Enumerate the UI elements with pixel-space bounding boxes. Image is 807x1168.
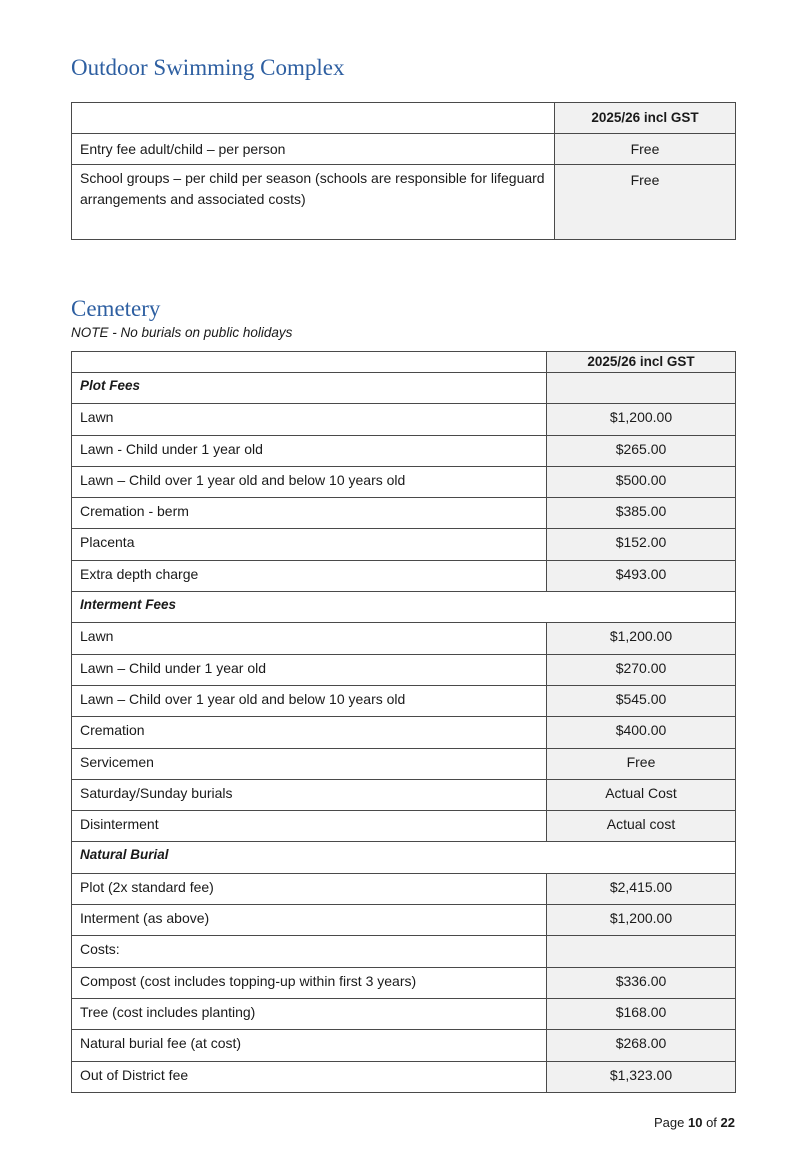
section-heading: Interment Fees	[72, 592, 736, 623]
table-row	[72, 560, 736, 591]
table-row	[72, 498, 736, 529]
fee-value: Free	[555, 134, 736, 165]
fee-value: $270.00	[547, 654, 736, 685]
fee-description: Natural burial fee (at cost)	[72, 1030, 547, 1061]
section-row	[72, 373, 736, 404]
fee-description: Lawn	[72, 623, 547, 654]
cemetery-fees-table	[71, 351, 736, 1093]
fee-description: Lawn – Child over 1 year old and below 10 years old	[72, 685, 547, 716]
header-blank-cell	[72, 352, 547, 373]
fee-description: Entry fee adult/child – per person	[72, 134, 555, 165]
fee-value: $152.00	[547, 529, 736, 560]
fee-value: $1,200.00	[547, 623, 736, 654]
fee-value	[547, 936, 736, 967]
table-row	[72, 905, 736, 936]
fee-description: Lawn – Child under 1 year old	[72, 654, 547, 685]
table-row	[72, 1061, 736, 1092]
fee-description: Extra depth charge	[72, 560, 547, 591]
pool-fees-table	[71, 102, 736, 240]
fee-value: $1,200.00	[547, 905, 736, 936]
fee-description: Placenta	[72, 529, 547, 560]
page-number: Page 10 of 22	[653, 1115, 735, 1130]
fee-description: Cremation - berm	[72, 498, 547, 529]
table-row	[72, 685, 736, 716]
fee-description: Lawn – Child over 1 year old and below 10 years old	[72, 466, 547, 497]
table-row	[72, 811, 736, 842]
section-title-cemetery: Cemetery	[71, 296, 161, 321]
fee-description: Lawn	[72, 404, 547, 435]
table-row	[72, 748, 736, 779]
fee-value: $265.00	[547, 435, 736, 466]
fee-description: Costs:	[72, 936, 547, 967]
section-title-pool: Outdoor Swimming Complex	[71, 55, 345, 80]
fee-value: $1,200.00	[547, 404, 736, 435]
table-row	[72, 873, 736, 904]
table-row	[72, 654, 736, 685]
table-row	[72, 134, 736, 165]
table-row	[72, 998, 736, 1029]
section-heading: Natural Burial	[72, 842, 736, 873]
fee-description: Plot (2x standard fee)	[72, 873, 547, 904]
fee-value: $1,323.00	[547, 1061, 736, 1092]
fee-description: Cremation	[72, 717, 547, 748]
fee-value: $385.00	[547, 498, 736, 529]
fee-value: $336.00	[547, 967, 736, 998]
fee-value: $168.00	[547, 998, 736, 1029]
table-row	[72, 936, 736, 967]
table-row	[72, 967, 736, 998]
fee-description: Compost (cost includes topping-up within first 3 years)	[72, 967, 547, 998]
table-header-row	[72, 103, 736, 134]
fee-description: Interment (as above)	[72, 905, 547, 936]
fee-value: Free	[555, 165, 736, 240]
cemetery-note: NOTE - No burials on public holidays	[71, 325, 293, 340]
fee-value: $400.00	[547, 717, 736, 748]
fee-description: Lawn - Child under 1 year old	[72, 435, 547, 466]
fee-description: Saturday/Sunday burials	[72, 779, 547, 810]
fee-description: Tree (cost includes planting)	[72, 998, 547, 1029]
table-row	[72, 529, 736, 560]
column-header: 2025/26 incl GST	[555, 103, 736, 134]
fee-value: Free	[547, 748, 736, 779]
fee-description: Disinterment	[72, 811, 547, 842]
fee-value: $545.00	[547, 685, 736, 716]
table-row	[72, 779, 736, 810]
table-row	[72, 165, 736, 240]
table-row	[72, 623, 736, 654]
fee-value: $268.00	[547, 1030, 736, 1061]
section-row	[72, 592, 736, 623]
fee-value: $493.00	[547, 560, 736, 591]
section-heading: Plot Fees	[72, 373, 547, 404]
fee-description: School groups – per child per season (schools are responsible for lifeguard arrangements and associated costs)	[72, 165, 555, 240]
table-row	[72, 404, 736, 435]
fee-value: Actual Cost	[547, 779, 736, 810]
table-row	[72, 1030, 736, 1061]
column-header: 2025/26 incl GST	[547, 352, 736, 373]
section-row	[72, 842, 736, 873]
fee-value: $2,415.00	[547, 873, 736, 904]
header-blank-cell	[72, 103, 555, 134]
fee-description: Out of District fee	[72, 1061, 547, 1092]
fee-description: Servicemen	[72, 748, 547, 779]
table-row	[72, 435, 736, 466]
fee-value: $500.00	[547, 466, 736, 497]
table-row	[72, 717, 736, 748]
table-header-row	[72, 352, 736, 373]
section-value-blank	[547, 373, 736, 404]
fee-value: Actual cost	[547, 811, 736, 842]
table-row	[72, 466, 736, 497]
